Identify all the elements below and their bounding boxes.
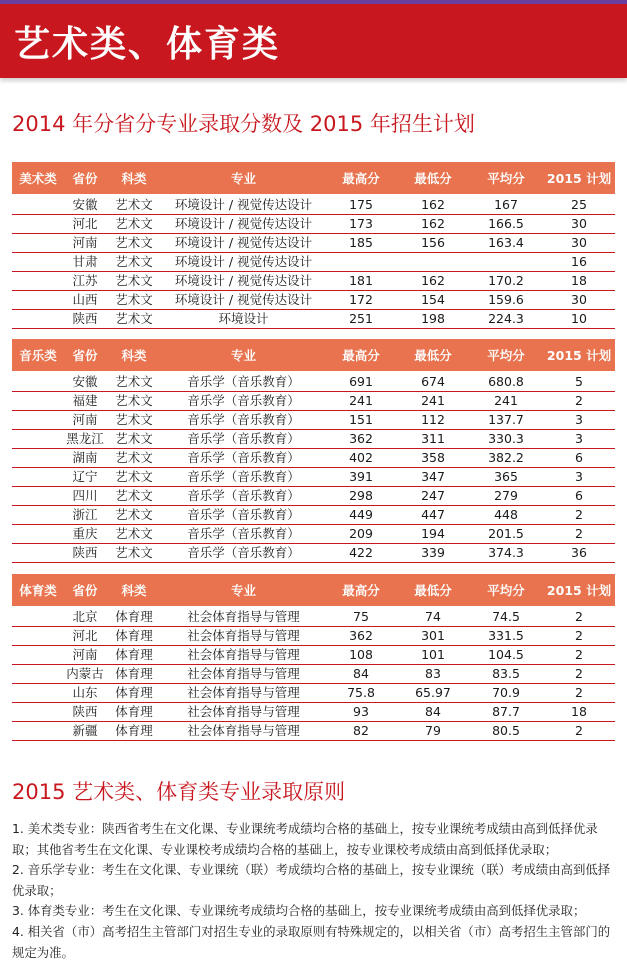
table-cell: 311 — [397, 430, 469, 449]
table-cell: 112 — [397, 411, 469, 430]
table-cell — [12, 291, 64, 310]
table-row — [12, 291, 615, 310]
table-cell: 104.5 — [469, 646, 543, 665]
table-cell: 162 — [397, 194, 469, 215]
table-cell: 湖南 — [64, 449, 106, 468]
table-cell: 体育理 — [106, 684, 162, 703]
table-row — [12, 606, 615, 627]
table-cell: 新疆 — [64, 722, 106, 741]
table-cell: 音乐学（音乐教育） — [162, 371, 325, 392]
column-header: 科类 — [106, 574, 162, 606]
table-cell: 422 — [325, 544, 397, 563]
table-cell: 448 — [469, 506, 543, 525]
column-header: 平均分 — [469, 339, 543, 371]
table-cell: 2 — [543, 722, 615, 741]
table-cell: 四川 — [64, 487, 106, 506]
table-row — [12, 703, 615, 722]
table-cell: 241 — [397, 392, 469, 411]
table-cell: 2 — [543, 525, 615, 544]
table-cell: 音乐学（音乐教育） — [162, 430, 325, 449]
table-cell: 环境设计 / 视觉传达设计 — [162, 272, 325, 291]
table-cell: 301 — [397, 627, 469, 646]
table-cell — [12, 310, 64, 329]
table-cell: 83.5 — [469, 665, 543, 684]
table-cell — [397, 253, 469, 272]
table-cell: 音乐学（音乐教育） — [162, 487, 325, 506]
table-row — [12, 392, 615, 411]
table-cell: 93 — [325, 703, 397, 722]
table-cell: 172 — [325, 291, 397, 310]
table-cell — [12, 449, 64, 468]
table-cell: 音乐学（音乐教育） — [162, 392, 325, 411]
table-cell: 2 — [543, 606, 615, 627]
table-cell: 河南 — [64, 234, 106, 253]
table-row — [12, 646, 615, 665]
rule-item: 1. 美术类专业：陕西省考生在文化课、专业课统考成绩均合格的基础上，按专业课统考成绩由高到低择优录取；其他省考生在文化课、专业课校考成绩均合格的基础上，按专业课校考成绩由高到低择优录取； — [12, 821, 598, 857]
table-cell: 70.9 — [469, 684, 543, 703]
table-cell: 449 — [325, 506, 397, 525]
table-row — [12, 371, 615, 392]
table-cell — [12, 253, 64, 272]
table-cell — [12, 684, 64, 703]
table-cell: 391 — [325, 468, 397, 487]
table-cell: 162 — [397, 272, 469, 291]
rule-item: 4. 相关省（市）高考招生主管部门对招生专业的录取原则有特殊规定的，以相关省（市）高考招生主管部门的规定为准。 — [12, 923, 611, 960]
table-cell: 河南 — [64, 646, 106, 665]
table-cell: 辽宁 — [64, 468, 106, 487]
table-cell: 173 — [325, 215, 397, 234]
table-cell: 环境设计 / 视觉传达设计 — [162, 194, 325, 215]
table-cell: 山东 — [64, 684, 106, 703]
table-cell: 环境设计 / 视觉传达设计 — [162, 215, 325, 234]
rule-item: 3. 体育类专业：考生在文化课、专业课统考成绩均合格的基础上，按专业课统考成绩由高到低择优录取； — [12, 903, 586, 919]
column-header: 最低分 — [397, 339, 469, 371]
table-cell: 音乐学（音乐教育） — [162, 468, 325, 487]
table-cell: 691 — [325, 371, 397, 392]
table-cell: 6 — [543, 449, 615, 468]
table-cell: 30 — [543, 215, 615, 234]
table-cell: 江苏 — [64, 272, 106, 291]
table-cell — [12, 430, 64, 449]
table-cell: 80.5 — [469, 722, 543, 741]
table-cell: 209 — [325, 525, 397, 544]
table-cell: 河南 — [64, 411, 106, 430]
table-cell: 84 — [325, 665, 397, 684]
table-cell: 298 — [325, 487, 397, 506]
table-cell — [12, 487, 64, 506]
table-row — [12, 253, 615, 272]
header-banner — [0, 4, 627, 78]
table-cell: 体育理 — [106, 606, 162, 627]
column-header: 2015 计划 — [543, 162, 615, 194]
table-cell: 18 — [543, 703, 615, 722]
table-cell: 137.7 — [469, 411, 543, 430]
table-cell: 社会体育指导与管理 — [162, 606, 325, 627]
table-cell — [469, 253, 543, 272]
section-title-scores: 2014 年分省分专业录取分数及 2015 年招生计划 — [12, 112, 475, 136]
table-cell: 194 — [397, 525, 469, 544]
table-cell: 84 — [397, 703, 469, 722]
column-header: 专业 — [162, 339, 325, 371]
table-cell — [325, 253, 397, 272]
table-cell: 艺术文 — [106, 194, 162, 215]
table-cell: 2 — [543, 665, 615, 684]
table-cell: 87.7 — [469, 703, 543, 722]
table-header-row — [12, 574, 615, 606]
table-cell: 艺术文 — [106, 310, 162, 329]
table-header-row — [12, 339, 615, 371]
table-cell — [12, 411, 64, 430]
table-cell: 181 — [325, 272, 397, 291]
table-cell: 382.2 — [469, 449, 543, 468]
table-cell — [12, 194, 64, 215]
table-cell: 艺术文 — [106, 468, 162, 487]
column-header: 最高分 — [325, 162, 397, 194]
table-cell: 体育理 — [106, 703, 162, 722]
table-cell: 108 — [325, 646, 397, 665]
table-cell: 83 — [397, 665, 469, 684]
table-row — [12, 310, 615, 329]
table-cell: 环境设计 / 视觉传达设计 — [162, 234, 325, 253]
table-row — [12, 627, 615, 646]
table-cell: 甘肃 — [64, 253, 106, 272]
table-cell — [12, 722, 64, 741]
column-header: 科类 — [106, 339, 162, 371]
table-cell: 艺术文 — [106, 392, 162, 411]
table-cell — [12, 392, 64, 411]
table-cell: 166.5 — [469, 215, 543, 234]
table-cell: 音乐学（音乐教育） — [162, 411, 325, 430]
table-cell — [12, 544, 64, 563]
table-cell: 358 — [397, 449, 469, 468]
table-cell: 151 — [325, 411, 397, 430]
column-header: 最低分 — [397, 574, 469, 606]
table-cell: 艺术文 — [106, 272, 162, 291]
table-cell — [12, 234, 64, 253]
table-row — [12, 544, 615, 563]
table-row — [12, 411, 615, 430]
table-cell: 339 — [397, 544, 469, 563]
table-cell: 365 — [469, 468, 543, 487]
table-cell: 241 — [469, 392, 543, 411]
table-cell: 音乐学（音乐教育） — [162, 525, 325, 544]
column-header: 最高分 — [325, 339, 397, 371]
table-cell: 艺术文 — [106, 291, 162, 310]
table-cell: 艺术文 — [106, 215, 162, 234]
table-cell: 82 — [325, 722, 397, 741]
table-cell: 74.5 — [469, 606, 543, 627]
table-cell: 3 — [543, 430, 615, 449]
table-cell: 体育理 — [106, 665, 162, 684]
table-cell: 艺术文 — [106, 253, 162, 272]
column-header: 专业 — [162, 162, 325, 194]
table-cell — [12, 371, 64, 392]
table-cell: 16 — [543, 253, 615, 272]
column-header: 最高分 — [325, 574, 397, 606]
table-cell: 224.3 — [469, 310, 543, 329]
table-cell: 陕西 — [64, 544, 106, 563]
rule-item: 2. 音乐学专业：考生在文化课、专业课统（联）考成绩均合格的基础上，按专业课统（联）考成绩由高到低择优录取； — [12, 862, 611, 898]
table-cell: 402 — [325, 449, 397, 468]
table-row — [12, 722, 615, 741]
table-cell: 201.5 — [469, 525, 543, 544]
table-cell — [12, 468, 64, 487]
table-cell — [12, 606, 64, 627]
table-cell: 艺术文 — [106, 411, 162, 430]
table-cell: 艺术文 — [106, 487, 162, 506]
table-cell: 74 — [397, 606, 469, 627]
table-cell — [12, 506, 64, 525]
table-cell: 331.5 — [469, 627, 543, 646]
table-cell: 体育理 — [106, 646, 162, 665]
table-cell: 175 — [325, 194, 397, 215]
table-row — [12, 234, 615, 253]
table-cell: 河北 — [64, 627, 106, 646]
table-cell: 2 — [543, 627, 615, 646]
table-cell: 362 — [325, 627, 397, 646]
table-cell: 体育理 — [106, 722, 162, 741]
table-cell: 环境设计 — [162, 310, 325, 329]
table-cell: 音乐学（音乐教育） — [162, 544, 325, 563]
table-cell: 社会体育指导与管理 — [162, 684, 325, 703]
table-cell: 101 — [397, 646, 469, 665]
table-row — [12, 506, 615, 525]
column-header: 平均分 — [469, 574, 543, 606]
column-header: 最低分 — [397, 162, 469, 194]
table-cell: 330.3 — [469, 430, 543, 449]
column-header: 音乐类 — [12, 339, 64, 371]
table-cell: 社会体育指导与管理 — [162, 722, 325, 741]
table-cell: 音乐学（音乐教育） — [162, 506, 325, 525]
table-cell: 18 — [543, 272, 615, 291]
table-cell: 安徽 — [64, 371, 106, 392]
table-cell: 156 — [397, 234, 469, 253]
table-cell — [12, 646, 64, 665]
table-cell: 陕西 — [64, 310, 106, 329]
table-cell: 75.8 — [325, 684, 397, 703]
column-header: 体育类 — [12, 574, 64, 606]
table-cell: 2 — [543, 506, 615, 525]
music-score-table — [12, 339, 615, 563]
table-cell: 674 — [397, 371, 469, 392]
column-header: 省份 — [64, 339, 106, 371]
table-row — [12, 215, 615, 234]
table-row — [12, 194, 615, 215]
banner-title: 艺术类、体育类 — [14, 24, 281, 65]
table-cell — [12, 665, 64, 684]
table-cell: 艺术文 — [106, 430, 162, 449]
table-cell: 重庆 — [64, 525, 106, 544]
table-cell: 247 — [397, 487, 469, 506]
table-row — [12, 487, 615, 506]
table-cell: 河北 — [64, 215, 106, 234]
art-score-table — [12, 162, 615, 329]
table-cell: 2 — [543, 392, 615, 411]
table-cell: 159.6 — [469, 291, 543, 310]
table-cell: 241 — [325, 392, 397, 411]
table-cell: 音乐学（音乐教育） — [162, 449, 325, 468]
column-header: 2015 计划 — [543, 339, 615, 371]
table-cell: 65.97 — [397, 684, 469, 703]
column-header: 科类 — [106, 162, 162, 194]
table-cell: 艺术文 — [106, 371, 162, 392]
column-header: 平均分 — [469, 162, 543, 194]
table-cell: 3 — [543, 411, 615, 430]
table-cell: 2 — [543, 646, 615, 665]
table-header-row — [12, 162, 615, 194]
column-header: 美术类 — [12, 162, 64, 194]
table-cell: 75 — [325, 606, 397, 627]
table-cell: 2 — [543, 684, 615, 703]
table-cell: 山西 — [64, 291, 106, 310]
table-row — [12, 684, 615, 703]
table-cell: 251 — [325, 310, 397, 329]
table-cell — [12, 272, 64, 291]
table-cell: 体育理 — [106, 627, 162, 646]
table-cell — [12, 703, 64, 722]
table-cell: 374.3 — [469, 544, 543, 563]
table-cell: 安徽 — [64, 194, 106, 215]
table-cell: 362 — [325, 430, 397, 449]
sport-score-table — [12, 574, 615, 741]
table-cell: 6 — [543, 487, 615, 506]
table-cell — [12, 525, 64, 544]
column-header: 省份 — [64, 574, 106, 606]
table-cell: 185 — [325, 234, 397, 253]
table-cell: 艺术文 — [106, 544, 162, 563]
table-cell: 79 — [397, 722, 469, 741]
table-cell: 167 — [469, 194, 543, 215]
table-cell: 陕西 — [64, 703, 106, 722]
table-cell: 680.8 — [469, 371, 543, 392]
table-cell: 艺术文 — [106, 525, 162, 544]
column-header: 专业 — [162, 574, 325, 606]
table-row — [12, 468, 615, 487]
table-cell: 5 — [543, 371, 615, 392]
table-row — [12, 430, 615, 449]
table-cell: 25 — [543, 194, 615, 215]
table-cell: 社会体育指导与管理 — [162, 627, 325, 646]
table-cell: 3 — [543, 468, 615, 487]
table-cell: 艺术文 — [106, 449, 162, 468]
table-cell: 279 — [469, 487, 543, 506]
table-cell: 162 — [397, 215, 469, 234]
table-row — [12, 665, 615, 684]
table-cell — [12, 627, 64, 646]
table-cell: 30 — [543, 234, 615, 253]
table-cell: 北京 — [64, 606, 106, 627]
table-cell: 447 — [397, 506, 469, 525]
table-cell: 艺术文 — [106, 234, 162, 253]
table-cell: 198 — [397, 310, 469, 329]
table-cell — [12, 215, 64, 234]
table-row — [12, 525, 615, 544]
table-cell: 环境设计 / 视觉传达设计 — [162, 291, 325, 310]
table-cell: 社会体育指导与管理 — [162, 703, 325, 722]
table-cell: 170.2 — [469, 272, 543, 291]
column-header: 省份 — [64, 162, 106, 194]
table-cell: 社会体育指导与管理 — [162, 665, 325, 684]
table-cell: 10 — [543, 310, 615, 329]
table-cell: 浙江 — [64, 506, 106, 525]
column-header: 2015 计划 — [543, 574, 615, 606]
section-title-rules: 2015 艺术类、体育类专业录取原则 — [12, 780, 346, 804]
table-cell: 30 — [543, 291, 615, 310]
table-cell: 347 — [397, 468, 469, 487]
table-cell: 环境设计 / 视觉传达设计 — [162, 253, 325, 272]
table-cell: 36 — [543, 544, 615, 563]
table-row — [12, 272, 615, 291]
table-row — [12, 449, 615, 468]
table-cell: 社会体育指导与管理 — [162, 646, 325, 665]
table-cell: 艺术文 — [106, 506, 162, 525]
table-cell: 福建 — [64, 392, 106, 411]
table-cell: 154 — [397, 291, 469, 310]
table-cell: 内蒙古 — [64, 665, 106, 684]
table-cell: 黑龙江 — [64, 430, 106, 449]
table-cell: 163.4 — [469, 234, 543, 253]
admission-rules — [12, 819, 620, 963]
